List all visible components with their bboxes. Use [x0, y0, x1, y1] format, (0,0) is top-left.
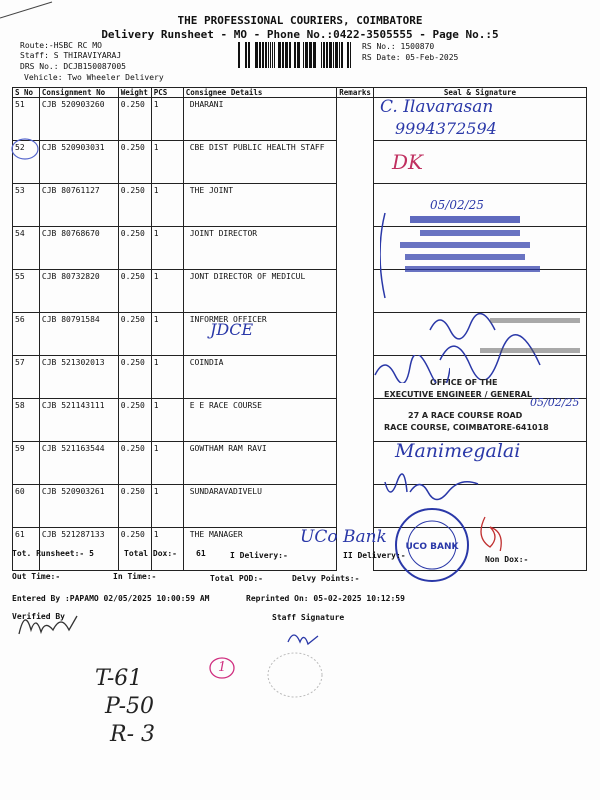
- stamp-line-2: EXECUTIVE ENGINEER / GENERAL: [384, 390, 532, 399]
- cell-sno: 52: [13, 141, 40, 184]
- cell-remarks: [337, 485, 374, 528]
- barcode-bar: [274, 42, 275, 68]
- barcode-bar: [248, 42, 250, 68]
- date-row-58: 05/02/25: [530, 396, 580, 409]
- signature-row-59: Manimegalai: [395, 440, 521, 462]
- col-pcs: PCS: [151, 88, 183, 98]
- note-row-56: JDCE: [210, 320, 254, 339]
- barcode-bar: [259, 42, 261, 68]
- cell-pcs: 1: [151, 227, 183, 270]
- tally-pod: P-50: [105, 694, 155, 719]
- cell-pcs: 1: [151, 442, 183, 485]
- stamp-line-1: OFFICE OF THE: [430, 378, 498, 387]
- col-consignment: Consignment No: [39, 88, 118, 98]
- cell-remarks: [337, 399, 374, 442]
- cell-consignment: CJB 80761127: [39, 184, 118, 227]
- cell-weight: 0.250: [118, 98, 151, 141]
- col-consignee: Consignee Details: [183, 88, 337, 98]
- verified-by: Verified By: [12, 612, 65, 621]
- barcode-bar: [285, 42, 288, 68]
- barcode-bar: [305, 42, 308, 68]
- reprinted-on: Reprinted On: 05-02-2025 10:12:59: [246, 594, 405, 603]
- cell-consignment: CJB 521302013: [39, 356, 118, 399]
- barcode-bar: [323, 42, 325, 68]
- note-row-61: UCo Bank: [300, 527, 387, 547]
- cell-weight: 0.250: [118, 528, 151, 571]
- barcode-bar: [341, 42, 343, 68]
- tamil-stamp: [380, 198, 570, 298]
- round-stamp-text: UCO BANK: [405, 542, 459, 552]
- cell-consignee: CBE DIST PUBLIC HEALTH STAFF: [183, 141, 337, 184]
- drs-label: DRS No.: DCJB150087005: [20, 62, 126, 71]
- barcode-bar: [326, 42, 328, 68]
- cell-sno: 55: [13, 270, 40, 313]
- cell-consignee: THE MANAGER: [183, 528, 337, 571]
- cell-consignment: CJB 80791584: [39, 313, 118, 356]
- red-signature-61: [470, 515, 510, 551]
- cell-pcs: 1: [151, 270, 183, 313]
- cell-remarks: [337, 98, 374, 141]
- company-title: THE PROFESSIONAL COURIERS, COIMBATORE: [177, 14, 423, 27]
- cell-pcs: 1: [151, 399, 183, 442]
- barcode-bar: [262, 42, 264, 68]
- barcode-bar: [265, 42, 267, 68]
- delvy-points: Delvy Points:-: [292, 574, 360, 583]
- table-row: [13, 399, 587, 442]
- barcode-bar: [309, 42, 312, 68]
- barcode-bar: [245, 42, 247, 68]
- cell-pcs: 1: [151, 184, 183, 227]
- signature-row-52: DK: [392, 150, 423, 174]
- stamp-line-3: 27 A RACE COURSE ROAD: [408, 411, 523, 420]
- cell-consignee: COINDIA: [183, 356, 337, 399]
- cell-weight: 0.250: [118, 399, 151, 442]
- cell-pcs: 1: [151, 141, 183, 184]
- cell-consignee: JONT DIRECTOR OF MEDICUL: [183, 270, 337, 313]
- table-row: [13, 141, 587, 184]
- cell-pcs: 1: [151, 98, 183, 141]
- cell-remarks: [337, 270, 374, 313]
- cell-sno: 57: [13, 356, 40, 399]
- table-row: [13, 98, 587, 141]
- barcode-bar: [270, 42, 271, 68]
- cell-sno: 51: [13, 98, 40, 141]
- cell-sno: 60: [13, 485, 40, 528]
- i-delivery: I Delivery:-: [230, 551, 288, 560]
- barcode-bar: [335, 42, 338, 68]
- barcode-bar: [282, 42, 284, 68]
- barcode-bar: [278, 42, 281, 68]
- in-time: In Time:-: [113, 572, 157, 581]
- total-dox-value: 61: [196, 549, 206, 558]
- cell-remarks: [337, 184, 374, 227]
- cell-sno: 53: [13, 184, 40, 227]
- cell-pcs: 1: [151, 356, 183, 399]
- barcode-bar: [255, 42, 258, 68]
- cell-consignment: CJB 521143111: [39, 399, 118, 442]
- signature-row-51: C. Ilavarasan: [380, 97, 494, 117]
- cell-consignee: THE JOINT: [183, 184, 337, 227]
- vehicle-label: Vehicle: Two Wheeler Delivery: [24, 73, 164, 82]
- phone-row-51: 9994372594: [395, 119, 497, 138]
- tally-total: T-61: [95, 666, 143, 691]
- cell-pcs: 1: [151, 313, 183, 356]
- barcode-bar: [294, 42, 296, 68]
- cell-remarks: [337, 356, 374, 399]
- col-weight: Weight: [118, 88, 151, 98]
- route-label: Route:-HSBC RC MO: [20, 41, 102, 50]
- cell-weight: 0.250: [118, 184, 151, 227]
- runsheet-subtitle: Delivery Runsheet - MO - Phone No.:0422-3505555 - Page No.:5: [101, 28, 499, 41]
- circled-number: 1: [218, 660, 227, 675]
- stamp-date-note: 05/02/25: [430, 198, 484, 212]
- col-sno: S No: [13, 88, 40, 98]
- col-remarks: Remarks: [337, 88, 374, 98]
- total-dox-label: Total Dox:-: [124, 549, 177, 558]
- cell-consignment: CJB 520903261: [39, 485, 118, 528]
- barcode-bar: [289, 42, 291, 68]
- rs-number: RS No.: 1500870: [362, 42, 435, 51]
- entered-by: Entered By :PAPAMO 02/05/2025 10:00:59 AM: [12, 594, 210, 603]
- barcode-bar: [321, 42, 322, 68]
- stamp-line-4: RACE COURSE, COIMBATORE-641018: [384, 423, 549, 432]
- cell-weight: 0.250: [118, 227, 151, 270]
- total-pod: Total POD:-: [210, 574, 263, 583]
- circle-mark-52: [10, 136, 40, 162]
- staff-signature: Staff Signature: [272, 613, 345, 622]
- cell-consignment: CJB 520903260: [39, 98, 118, 141]
- barcode-bar: [350, 42, 351, 68]
- cell-consignment: CJB 80732820: [39, 270, 118, 313]
- barcode-bar: [238, 42, 240, 68]
- faint-round-stamp: [265, 650, 325, 700]
- uco-bank-round-stamp: [392, 505, 472, 585]
- cell-remarks: [337, 313, 374, 356]
- cell-pcs: 1: [151, 485, 183, 528]
- cell-remarks: [337, 227, 374, 270]
- out-time: Out Time:-: [12, 572, 61, 581]
- cell-pcs: 1: [151, 528, 183, 571]
- cell-consignment: CJB 521287133: [39, 528, 118, 571]
- cell-consignee: SUNDARAVADIVELU: [183, 485, 337, 528]
- cell-weight: 0.250: [118, 313, 151, 356]
- cell-weight: 0.250: [118, 270, 151, 313]
- cell-sno: 61: [13, 528, 40, 571]
- cell-weight: 0.250: [118, 141, 151, 184]
- cell-sno: 54: [13, 227, 40, 270]
- staff-label: Staff: S THIRAVIYARAJ: [20, 51, 122, 60]
- tot-runsheet: Tot. Runsheet:- 5: [12, 549, 94, 558]
- barcode-bar: [329, 42, 332, 68]
- cell-weight: 0.250: [118, 356, 151, 399]
- barcode: [238, 42, 356, 68]
- cell-consignment: CJB 80768670: [39, 227, 118, 270]
- barcode-bar: [297, 42, 300, 68]
- cell-consignee: DHARANI: [183, 98, 337, 141]
- barcode-bar: [272, 42, 273, 68]
- rs-date: RS Date: 05-Feb-2025: [362, 53, 459, 62]
- scribble-signature-60: [380, 472, 500, 504]
- barcode-bar: [303, 42, 304, 68]
- barcode-bar: [339, 42, 340, 68]
- cell-sno: 59: [13, 442, 40, 485]
- staff-signature-scribble: [284, 624, 324, 650]
- col-seal: Seal & Signature: [373, 88, 586, 98]
- tally-return: R- 3: [110, 722, 155, 747]
- barcode-bar: [347, 42, 349, 68]
- verified-signature: [14, 606, 84, 640]
- cell-consignee: JOINT DIRECTOR: [183, 227, 337, 270]
- non-dox: Non Dox:-: [485, 555, 529, 564]
- barcode-bar: [268, 42, 269, 68]
- cell-consignee: GOWTHAM RAM RAVI: [183, 442, 337, 485]
- cell-weight: 0.250: [118, 485, 151, 528]
- ii-delivery: II Delivery:-: [343, 551, 406, 560]
- cell-remarks: [337, 442, 374, 485]
- cell-sno: 56: [13, 313, 40, 356]
- cell-remarks: [337, 141, 374, 184]
- scribble-signature-57: [370, 355, 450, 383]
- cell-consignee: E E RACE COURSE: [183, 399, 337, 442]
- cell-consignment: CJB 520903031: [39, 141, 118, 184]
- barcode-bar: [333, 42, 334, 68]
- table-header-row: [13, 88, 587, 98]
- cell-consignment: CJB 521163544: [39, 442, 118, 485]
- cell-consignee: INFORMER OFFICER: [183, 313, 337, 356]
- cell-weight: 0.250: [118, 442, 151, 485]
- barcode-bar: [313, 42, 316, 68]
- cell-sno: 58: [13, 399, 40, 442]
